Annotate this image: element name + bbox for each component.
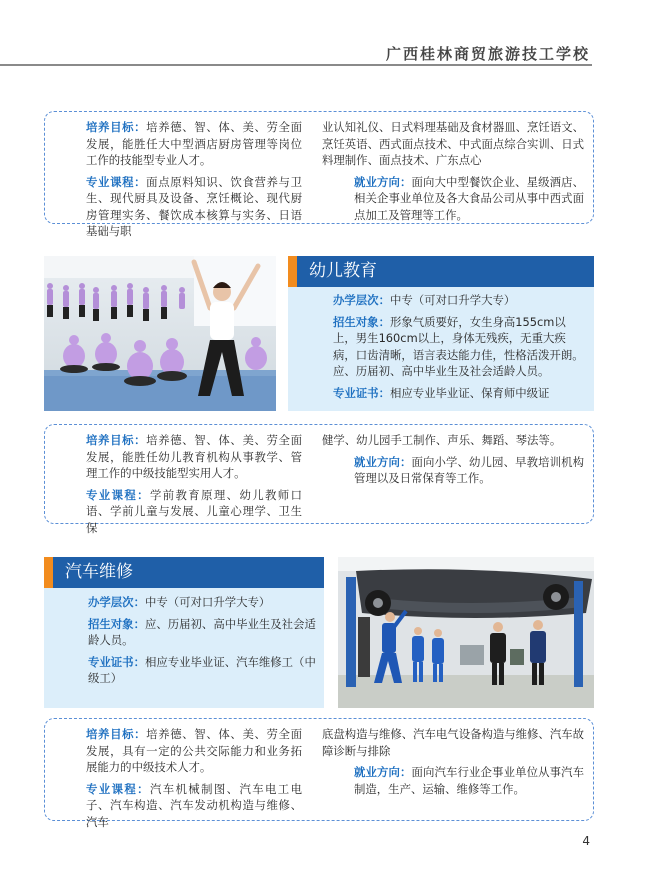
enroll-paragraph [56, 616, 318, 649]
header-divider [0, 64, 592, 66]
cert-label: 专业证书： [333, 385, 390, 400]
job-text: 面向小学、幼儿园、早教培训机构管理以及日常保育等工作。 [354, 454, 584, 485]
course-continued: 底盘构造与维修、汽车电气设备构造与维修、汽车故障诊断与排除 [322, 727, 584, 758]
section2-left-column [54, 432, 302, 541]
goal-paragraph [54, 726, 302, 776]
course-continued: 健学、幼儿园手工制作、声乐、舞蹈、琴法等。 [322, 433, 562, 447]
section2-right-column [322, 432, 584, 492]
auto-title-bar [53, 557, 324, 588]
course-label: 专业课程： [86, 174, 147, 189]
goal-label: 培养目标： [86, 727, 147, 741]
enroll-paragraph [301, 314, 587, 380]
cert-paragraph [56, 654, 318, 687]
course-text: 面点原料知识、饮食营养与卫生、现代厨具及设备、烹饪概论、现代厨房管理实务、餐饮成本核算与实务、日语基础与职 [86, 174, 302, 238]
level-text: 中专（可对口升学大专） [389, 293, 516, 307]
job-text: 面向汽车行业企事业单位从事汽车制造，生产、运输、维修等工作。 [354, 765, 584, 796]
cert-text: 相应专业毕业证、汽车维修工（中级工） [88, 654, 316, 685]
goal-text: 培养德、智、体、美、劳全面发展，能胜任大中型酒店厨房管理等岗位工作的技能型专业人才。 [86, 120, 302, 167]
goal-text: 培养德、智、体、美、劳全面发展，能胜任幼儿教育机构从事教学、管理工作的中级技能型实用人才。 [86, 433, 302, 480]
title-accent [44, 557, 53, 588]
section3-right-column [322, 726, 584, 802]
course-label: 专业课程： [86, 487, 150, 502]
auto-title: 汽车维修 [65, 562, 133, 582]
course-paragraph [54, 174, 302, 240]
goal-paragraph [54, 119, 302, 169]
job-label: 就业方向： [354, 174, 412, 189]
cert-text: 相应专业毕业证、保育师中级证 [389, 385, 550, 400]
course-text: 学前教育原理、幼儿教师口语、学前儿童与发展、儿童心理学、卫生保 [86, 487, 302, 535]
preschool-info-text [301, 292, 587, 406]
goal-paragraph [54, 432, 302, 482]
job-label: 就业方向： [354, 765, 412, 779]
cert-label: 专业证书： [88, 654, 145, 669]
enroll-text: 应、历届初、高中毕业生及社会适龄人员。 [88, 616, 316, 647]
job-label: 就业方向： [354, 454, 412, 469]
school-name: 广西桂林商贸旅游技工学校 [385, 45, 590, 63]
section1-right-column [322, 119, 584, 228]
course-text: 汽车机械制图、汽车电工电子、汽车构造、汽车发动机构造与维修、汽车 [86, 781, 302, 829]
course-continued: 业认知礼仪、日式料理基础及食材器皿、烹饪语文、烹饪英语、西式面点技术、中式面点综合实训、日式料理制作、面点技术、广东点心 [322, 120, 584, 167]
level-text: 中专（可对口升学大专） [144, 595, 271, 609]
auto-repair-illustration [338, 557, 594, 708]
enroll-label: 招生对象： [333, 314, 390, 329]
level-paragraph [301, 292, 587, 309]
preschool-title-bar [297, 256, 594, 287]
dance-class-illustration [44, 256, 276, 411]
enroll-label: 招生对象： [88, 616, 145, 631]
level-label: 办学层次： [333, 293, 390, 307]
auto-repair-photo [338, 557, 594, 708]
job-paragraph [322, 174, 584, 224]
job-paragraph [322, 764, 584, 797]
level-paragraph [56, 594, 318, 611]
course-label: 专业课程： [86, 781, 150, 796]
enroll-text: 形象气质要好，女生身高155cm以上，男生160cm以上，身体无残疾，无重大疾病，口齿清晰，语言表达能力佳，性格活泼开朗。应、历届初、高中毕业生及社会适龄人员。 [333, 314, 584, 378]
auto-info-text [56, 594, 318, 692]
job-text: 面向大中型餐饮企业、星级酒店、相关企事业单位及各大食品公司从事中西式面点加工及管理等工作。 [354, 174, 584, 222]
goal-text: 培养德、智、体、美、劳全面发展，具有一定的公共交际能力和业务拓展能力的中级技术人才。 [86, 727, 302, 774]
course-paragraph [54, 781, 302, 831]
cert-paragraph [301, 385, 587, 402]
title-accent [288, 256, 297, 287]
goal-label: 培养目标： [86, 120, 147, 134]
section1-left-column [54, 119, 302, 245]
level-label: 办学层次： [88, 595, 145, 609]
page-number: 4 [582, 834, 590, 848]
preschool-title: 幼儿教育 [309, 261, 377, 281]
course-paragraph [54, 487, 302, 537]
job-paragraph [322, 454, 584, 487]
goal-label: 培养目标： [86, 433, 147, 447]
preschool-dance-photo [44, 256, 276, 411]
section3-left-column [54, 726, 302, 835]
